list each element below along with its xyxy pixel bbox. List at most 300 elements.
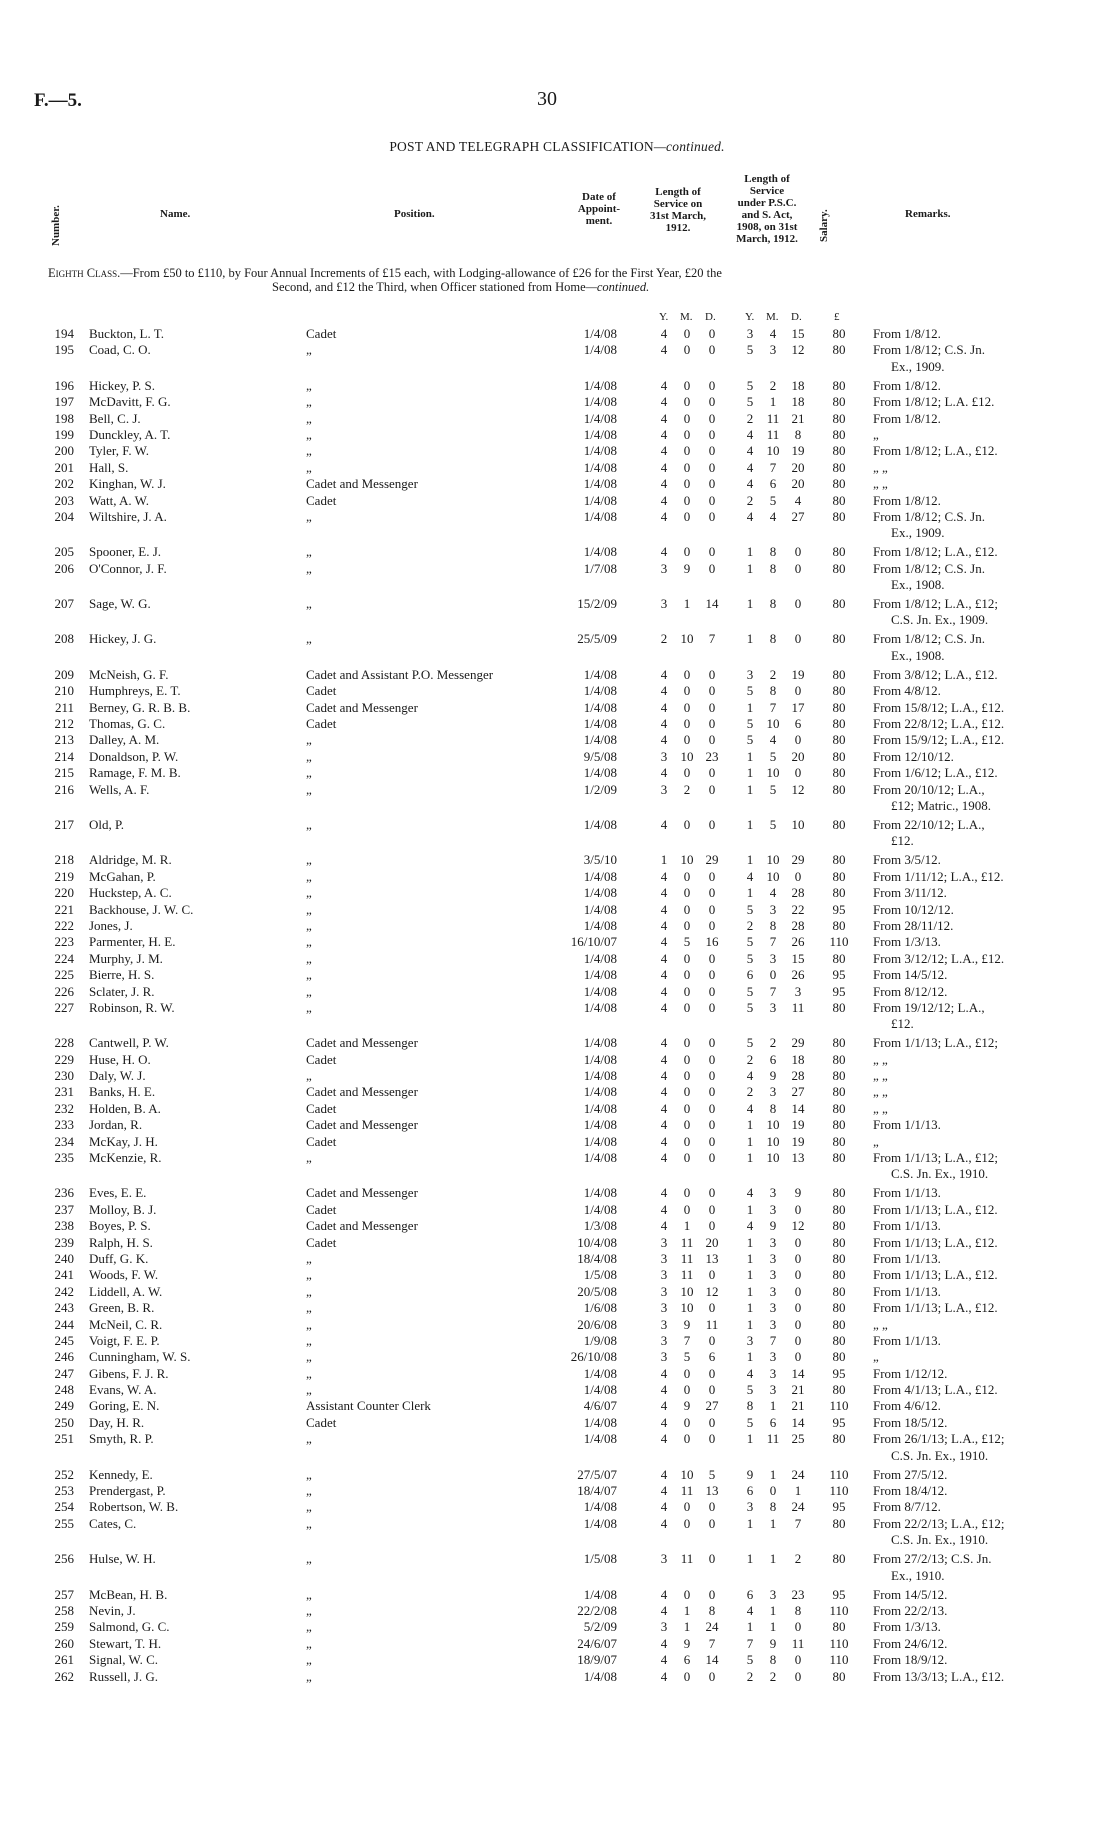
staff-name: Buckton, L. T.: [89, 326, 164, 341]
header-salary: Salary.: [818, 209, 830, 242]
header-line: Appoint-: [577, 203, 621, 215]
staff-name: Daly, W. J.: [89, 1068, 146, 1084]
position: „: [306, 394, 312, 410]
header-position: Position.: [394, 208, 435, 220]
service-years: 4: [660, 1365, 668, 1381]
psc-years: 6: [746, 1586, 754, 1602]
remarks-line: From 1/3/13.: [873, 1619, 941, 1635]
table-row: [0, 326, 1114, 342]
table-row: [0, 509, 1114, 542]
service-months: 11: [680, 1234, 694, 1250]
service-months: 0: [683, 1586, 691, 1602]
table-row: [0, 1068, 1114, 1084]
psc-years: 1: [746, 1117, 754, 1133]
row-number: 200: [54, 443, 74, 459]
psc-years: 5: [746, 342, 754, 358]
staff-name: Old, P.: [89, 816, 125, 832]
service-days: 27: [705, 1398, 719, 1414]
remarks-line: From 1/8/12.: [873, 410, 941, 426]
service-days: 0: [708, 1133, 716, 1149]
psc-months: 7: [769, 934, 777, 950]
staff-name: Cantwell, P. W.: [89, 1035, 169, 1051]
position: „: [306, 1283, 312, 1299]
table-row: [0, 1101, 1114, 1117]
psc-days: 0: [794, 1234, 802, 1250]
staff-name: Cates, C.: [89, 1515, 137, 1531]
service-years: 4: [660, 1117, 668, 1133]
salary: 80: [832, 1218, 846, 1234]
table-row: [0, 460, 1114, 476]
psc-months: 7: [769, 1332, 777, 1348]
psc-months: 2: [769, 1035, 777, 1051]
remarks-line: From 26/1/13; L.A., £12;: [873, 1431, 1005, 1447]
table-row: [0, 1516, 1114, 1549]
service-days: 0: [708, 1431, 716, 1447]
remarks-line: From 3/12/12; L.A., £12.: [873, 950, 1005, 966]
staff-name: Bierre, H. S.: [89, 967, 155, 983]
row-number: 195: [54, 342, 74, 358]
table-row: [0, 984, 1114, 1000]
appointment-date: 1/4/08: [583, 699, 617, 715]
service-months: 0: [683, 443, 691, 459]
position: Assistant Counter Clerk: [306, 1398, 431, 1414]
psc-days: 0: [794, 765, 802, 781]
table-row: [0, 1235, 1114, 1251]
salary: 80: [832, 1185, 846, 1201]
appointment-date: 1/4/08: [583, 1117, 617, 1133]
table-row: [0, 1333, 1114, 1349]
salary: 80: [832, 765, 846, 781]
row-number: 253: [54, 1483, 74, 1499]
salary: 80: [832, 1382, 846, 1398]
remarks-line: From 1/8/12; C.S. Jn.: [873, 342, 985, 358]
psc-days: 0: [794, 1267, 802, 1283]
psc-years: 1: [746, 631, 754, 647]
appointment-date: 1/4/08: [583, 999, 617, 1015]
staff-name: Spooner, E. J.: [89, 544, 162, 560]
service-days: 0: [708, 1515, 716, 1531]
remarks: [873, 902, 1091, 918]
row-number: 231: [54, 1084, 74, 1100]
remarks-line: From 15/9/12; L.A., £12.: [873, 732, 1005, 748]
remarks: [873, 984, 1091, 1000]
remarks: [873, 1431, 1091, 1464]
service-days: 23: [705, 748, 719, 764]
table-row: [0, 443, 1114, 459]
salary: 95: [832, 1414, 846, 1430]
service-years: 4: [660, 901, 668, 917]
appointment-date: 1/4/08: [583, 1150, 617, 1166]
appointment-date: 1/4/08: [583, 950, 617, 966]
position: Cadet and Assistant P.O. Messenger: [306, 666, 494, 682]
service-years: 4: [660, 459, 668, 475]
remarks-line: From 1/11/12; L.A., £12.: [873, 868, 1004, 884]
remarks: [873, 1483, 1091, 1499]
psc-days: 0: [794, 1283, 802, 1299]
appointment-date: 1/4/08: [583, 716, 617, 732]
remarks-line: From 22/8/12; L.A., £12.: [873, 716, 1005, 732]
position: Cadet: [306, 716, 337, 732]
psc-days: 0: [794, 1349, 802, 1365]
psc-months: 10: [766, 1150, 780, 1166]
service-years: 4: [660, 666, 668, 682]
service-months: 0: [683, 544, 691, 560]
row-number: 218: [54, 852, 74, 868]
remarks-line: From 8/12/12.: [873, 983, 948, 999]
remarks-line: From 1/8/12; L.A. £12.: [873, 394, 995, 410]
row-number: 212: [54, 716, 74, 732]
staff-name: Signal, W. C.: [89, 1652, 158, 1668]
position: Cadet and Messenger: [306, 1117, 418, 1133]
psc-years: 2: [746, 1051, 754, 1067]
service-years: 4: [660, 426, 668, 442]
remarks-line: From 8/7/12.: [873, 1499, 941, 1515]
remarks-line: From 22/2/13; L.A., £12;: [873, 1515, 1005, 1531]
psc-days: 27: [791, 508, 805, 524]
document-title: [0, 139, 1114, 155]
page-number: 30: [537, 88, 557, 110]
remarks: [873, 918, 1091, 934]
psc-months: 5: [769, 781, 777, 797]
psc-years: 5: [746, 716, 754, 732]
appointment-date: 1/4/08: [583, 1499, 617, 1515]
salary: 80: [832, 410, 846, 426]
psc-years: 1: [746, 1515, 754, 1531]
psc-years: 2: [746, 492, 754, 508]
service-years: 4: [660, 1431, 668, 1447]
salary: 80: [832, 699, 846, 715]
staff-name: Robinson, R. W.: [89, 999, 175, 1015]
salary: 80: [832, 1267, 846, 1283]
salary: 80: [832, 1068, 846, 1084]
psc-days: 15: [791, 326, 805, 341]
header-line: Service: [749, 185, 785, 197]
staff-name: Molloy, B. J.: [89, 1201, 157, 1217]
psc-days: 0: [794, 1250, 802, 1266]
table-row: [0, 817, 1114, 850]
position: „: [306, 459, 312, 475]
header-name: Name.: [160, 208, 191, 220]
staff-name: Woods, F. W.: [89, 1267, 159, 1283]
remarks: [873, 1669, 1091, 1685]
header-date: [570, 191, 628, 227]
appointment-date: 1/4/08: [583, 459, 617, 475]
staff-name: Ralph, H. S.: [89, 1234, 153, 1250]
psc-days: 0: [794, 732, 802, 748]
salary: 95: [832, 901, 846, 917]
service-years: 4: [660, 1382, 668, 1398]
psc-months: 8: [769, 683, 777, 699]
salary: 95: [832, 983, 846, 999]
remarks: [873, 1202, 1091, 1218]
header-line: March, 1912.: [736, 233, 798, 245]
remarks: [873, 1317, 1091, 1333]
title-suffix: —continued.: [653, 139, 725, 154]
service-days: 0: [708, 410, 716, 426]
psc-days: 27: [791, 1084, 805, 1100]
psc-years: 1: [746, 748, 754, 764]
position: „: [306, 1466, 312, 1482]
psc-days: 19: [791, 1117, 805, 1133]
header-line: 31st March,: [649, 210, 706, 222]
position: „: [306, 983, 312, 999]
service-days: 0: [708, 1300, 716, 1316]
service-months: 0: [683, 967, 691, 983]
unit-months: M.: [766, 311, 779, 323]
staff-name: McNeil, C. R.: [89, 1316, 163, 1332]
service-years: 4: [660, 1035, 668, 1051]
appointment-date: 1/4/08: [583, 1586, 617, 1602]
psc-years: 1: [746, 1300, 754, 1316]
service-years: 3: [660, 596, 668, 612]
row-number: 229: [54, 1051, 74, 1067]
position: „: [306, 816, 312, 832]
service-days: 0: [708, 1117, 716, 1133]
header-line: and S. Act,: [741, 209, 793, 221]
staff-name: Hickey, J. G.: [89, 631, 157, 647]
psc-months: 3: [769, 1234, 777, 1250]
service-years: 4: [660, 816, 668, 832]
row-number: 242: [54, 1283, 74, 1299]
remarks-line: From 1/8/12.: [873, 492, 941, 508]
psc-months: 5: [769, 816, 777, 832]
service-days: 0: [708, 716, 716, 732]
service-months: 0: [683, 683, 691, 699]
service-days: 0: [708, 1332, 716, 1348]
psc-years: 5: [746, 377, 754, 393]
psc-months: 7: [769, 459, 777, 475]
row-number: 249: [54, 1398, 74, 1414]
service-months: 1: [683, 1603, 691, 1618]
psc-years: 1: [746, 1201, 754, 1217]
class-note-suffix: —continued.: [585, 280, 650, 294]
staff-name: Backhouse, J. W. C.: [89, 901, 194, 917]
psc-years: 2: [746, 917, 754, 933]
appointment-date: 3/5/10: [583, 852, 617, 868]
table-row: [0, 1150, 1114, 1183]
row-number: 233: [54, 1117, 74, 1133]
service-days: 11: [705, 1316, 719, 1332]
row-number: 241: [54, 1267, 74, 1283]
remarks: [873, 885, 1091, 901]
position: „: [306, 852, 312, 868]
remarks-line: From 14/5/12.: [873, 967, 948, 983]
service-days: 0: [708, 492, 716, 508]
service-years: 3: [660, 1283, 668, 1299]
position: Cadet and Messenger: [306, 1035, 418, 1051]
psc-months: 3: [769, 1586, 777, 1602]
psc-years: 1: [746, 1619, 754, 1635]
remarks-line: From 4/8/12.: [873, 683, 941, 699]
appointment-date: 1/4/08: [583, 476, 617, 492]
service-days: 0: [708, 1382, 716, 1398]
psc-years: 1: [746, 1133, 754, 1149]
remarks: [873, 493, 1091, 509]
psc-months: 2: [769, 666, 777, 682]
psc-years: 4: [746, 1068, 754, 1084]
psc-years: 4: [746, 426, 754, 442]
psc-years: 2: [746, 1668, 754, 1684]
psc-days: 12: [791, 342, 805, 358]
salary: 80: [832, 1117, 846, 1133]
appointment-date: 1/4/08: [583, 410, 617, 426]
position: „: [306, 917, 312, 933]
psc-years: 1: [746, 1267, 754, 1283]
service-months: 1: [683, 596, 691, 612]
position: „: [306, 342, 312, 358]
salary: 80: [832, 1035, 846, 1051]
service-days: 0: [708, 1035, 716, 1051]
psc-days: 18: [791, 394, 805, 410]
service-days: 0: [708, 459, 716, 475]
psc-days: 0: [794, 1619, 802, 1635]
service-days: 24: [705, 1619, 719, 1635]
psc-months: 4: [769, 326, 777, 341]
appointment-date: 1/4/08: [583, 1668, 617, 1684]
salary: 80: [832, 1619, 846, 1635]
appointment-date: 1/4/08: [583, 666, 617, 682]
remarks-line: From 27/5/12.: [873, 1466, 948, 1482]
psc-days: 14: [791, 1100, 805, 1116]
psc-days: 4: [794, 492, 802, 508]
service-months: 0: [683, 377, 691, 393]
row-number: 254: [54, 1499, 74, 1515]
psc-months: 1: [769, 1515, 777, 1531]
remarks-line: „ „: [873, 1068, 888, 1084]
psc-days: 9: [794, 1185, 802, 1201]
table-row: [0, 1551, 1114, 1584]
appointment-date: 1/4/08: [583, 967, 617, 983]
remarks-line: From 10/12/12.: [873, 901, 954, 917]
service-days: 0: [708, 326, 716, 341]
position: „: [306, 748, 312, 764]
psc-days: 29: [791, 1035, 805, 1051]
appointment-date: 10/4/08: [577, 1234, 617, 1250]
position: „: [306, 1515, 312, 1531]
header-number: Number.: [50, 205, 62, 246]
service-years: 4: [660, 934, 668, 950]
appointment-date: 1/6/08: [583, 1300, 617, 1316]
psc-months: 0: [769, 1483, 777, 1499]
remarks: [873, 1101, 1091, 1117]
psc-years: 4: [746, 1218, 754, 1234]
remarks: [873, 411, 1091, 427]
remarks: [873, 934, 1091, 950]
row-number: 202: [54, 476, 74, 492]
psc-years: 1: [746, 1234, 754, 1250]
position: „: [306, 410, 312, 426]
psc-years: 1: [746, 1250, 754, 1266]
psc-months: 4: [769, 508, 777, 524]
service-months: 0: [683, 1499, 691, 1515]
psc-days: 21: [791, 1398, 805, 1414]
position: „: [306, 1635, 312, 1651]
table-row: [0, 1652, 1114, 1668]
remarks-line: From 1/6/12; L.A., £12.: [873, 765, 998, 781]
salary: 95: [832, 967, 846, 983]
psc-days: 18: [791, 1051, 805, 1067]
remarks-line: From 1/1/13; L.A., £12;: [873, 1035, 998, 1051]
row-number: 236: [54, 1185, 74, 1201]
remarks: [873, 1150, 1091, 1183]
remarks: [873, 1349, 1091, 1365]
service-years: 4: [660, 1603, 668, 1618]
service-months: 10: [680, 1283, 694, 1299]
remarks: [873, 732, 1091, 748]
psc-years: 1: [746, 1551, 754, 1567]
service-months: 11: [680, 1551, 694, 1567]
row-number: 211: [54, 699, 74, 715]
remarks-line: From 1/1/13; L.A., £12;: [873, 1150, 998, 1166]
psc-months: 3: [769, 1382, 777, 1398]
service-days: 0: [708, 1365, 716, 1381]
row-number: 198: [54, 410, 74, 426]
appointment-date: 1/4/08: [583, 1201, 617, 1217]
salary: 80: [832, 1349, 846, 1365]
service-days: 0: [708, 1551, 716, 1567]
remarks: [873, 1000, 1091, 1033]
psc-years: 1: [746, 1150, 754, 1166]
psc-days: 17: [791, 699, 805, 715]
position: „: [306, 765, 312, 781]
staff-name: Green, B. R.: [89, 1300, 155, 1316]
unit-years: Y.: [659, 311, 669, 323]
service-years: 4: [660, 999, 668, 1015]
remarks: [873, 1382, 1091, 1398]
remarks: [873, 782, 1091, 815]
psc-days: 20: [791, 748, 805, 764]
psc-years: 5: [746, 394, 754, 410]
staff-name: Watt, A. W.: [89, 492, 149, 508]
psc-months: 10: [766, 1133, 780, 1149]
service-days: 0: [708, 765, 716, 781]
table-row: [0, 1415, 1114, 1431]
salary: 80: [832, 342, 846, 358]
psc-days: 0: [794, 1332, 802, 1348]
service-days: 0: [708, 544, 716, 560]
service-years: 3: [660, 1551, 668, 1567]
service-months: 0: [683, 666, 691, 682]
remarks-continuation: Ex., 1909.: [891, 525, 945, 541]
salary: 110: [829, 1398, 849, 1414]
remarks-line: „: [873, 1349, 879, 1365]
remarks: [873, 1619, 1091, 1635]
psc-years: 3: [746, 1499, 754, 1515]
service-days: 0: [708, 1100, 716, 1116]
table-row: [0, 1636, 1114, 1652]
psc-years: 8: [746, 1398, 754, 1414]
appointment-date: 1/4/08: [583, 683, 617, 699]
staff-name: Voigt, F. E. P.: [89, 1332, 160, 1348]
remarks: [873, 716, 1091, 732]
table-row: [0, 1267, 1114, 1283]
psc-days: 14: [791, 1365, 805, 1381]
service-years: 4: [660, 1068, 668, 1084]
salary: 80: [832, 631, 846, 647]
service-months: 0: [683, 492, 691, 508]
appointment-date: 1/4/08: [583, 1431, 617, 1447]
psc-days: 28: [791, 885, 805, 901]
table-row: [0, 951, 1114, 967]
remarks-line: „ „: [873, 476, 888, 492]
remarks: [873, 1117, 1091, 1133]
staff-name: Cunningham, W. S.: [89, 1349, 191, 1365]
psc-days: 3: [794, 983, 802, 999]
remarks-line: From 19/12/12; L.A.,: [873, 999, 985, 1015]
salary: 80: [832, 492, 846, 508]
service-months: 10: [680, 852, 694, 868]
service-days: 0: [708, 983, 716, 999]
